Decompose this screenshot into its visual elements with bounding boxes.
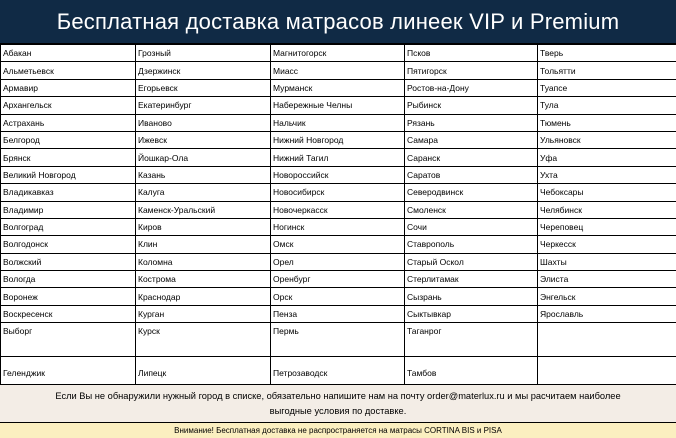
city-cell: Вологда [1,271,136,288]
table-row [1,79,676,96]
city-cell: Пенза [271,305,405,322]
table-row [1,45,676,62]
city-cell: Ульяновск [538,131,676,148]
city-cell: Туапсе [538,79,676,96]
table-row [1,323,676,357]
page-title: Бесплатная доставка матрасов линеек VIP и Premium [0,0,676,44]
city-cell: Орск [271,288,405,305]
city-cell: Омск [271,236,405,253]
city-cell: Ставрополь [405,236,538,253]
cities-table [0,44,676,390]
city-cell [538,323,676,357]
city-cell: Курск [136,323,271,357]
city-cell: Череповец [538,218,676,235]
city-cell: Курган [136,305,271,322]
city-cell: Йошкар-Ола [136,149,271,166]
city-cell: Коломна [136,253,271,270]
warning-banner: Внимание! Бесплатная доставка не распространяется на матрасы CORTINA BIS и PISA [0,422,676,438]
footer-note: Если Вы не обнаружили нужный город в списке, обязательно напишите нам на почту order@materlux.ru и мы расчитаем наиболее выгодные условия по доставке. [0,384,676,422]
city-cell: Воронеж [1,288,136,305]
city-cell: Стерлитамак [405,271,538,288]
city-cell: Грозный [136,45,271,62]
city-cell: Орел [271,253,405,270]
city-cell: Белгород [1,131,136,148]
table-row [1,97,676,114]
city-cell: Ростов-на-Дону [405,79,538,96]
city-cell: Тюмень [538,114,676,131]
city-cell: Геленджик [1,357,136,390]
city-cell: Владикавказ [1,184,136,201]
city-cell: Кострома [136,271,271,288]
city-cell: Владимир [1,201,136,218]
city-cell: Саранск [405,149,538,166]
city-cell: Нальчик [271,114,405,131]
table-row [1,201,676,218]
city-cell: Ижевск [136,131,271,148]
city-cell: Псков [405,45,538,62]
city-cell: Волжский [1,253,136,270]
table-row [1,288,676,305]
city-cell: Нижний Новгород [271,131,405,148]
city-cell: Великий Новгород [1,166,136,183]
city-cell: Северодвинск [405,184,538,201]
city-cell: Казань [136,166,271,183]
city-cell: Абакан [1,45,136,62]
city-cell: Петрозаводск [271,357,405,390]
city-cell: Рыбинск [405,97,538,114]
city-cell: Астрахань [1,114,136,131]
city-cell: Киров [136,218,271,235]
city-cell: Челябинск [538,201,676,218]
city-cell: Ухта [538,166,676,183]
city-cell: Тула [538,97,676,114]
city-cell: Армавир [1,79,136,96]
city-cell: Брянск [1,149,136,166]
city-cell: Рязань [405,114,538,131]
city-cell: Тольятти [538,62,676,79]
city-cell: Новороссийск [271,166,405,183]
city-cell: Мурманск [271,79,405,96]
city-cell: Выборг [1,323,136,357]
city-cell: Краснодар [136,288,271,305]
city-cell: Волгодонск [1,236,136,253]
city-cell: Набережные Челны [271,97,405,114]
city-cell: Пермь [271,323,405,357]
city-cell: Оренбург [271,271,405,288]
table-row [1,236,676,253]
city-cell: Новосибирск [271,184,405,201]
table-row [1,253,676,270]
table-row [1,218,676,235]
city-cell: Новочеркасск [271,201,405,218]
city-cell: Ярославль [538,305,676,322]
city-cell: Ногинск [271,218,405,235]
table-row [1,166,676,183]
city-cell: Чебоксары [538,184,676,201]
city-cell: Екатеринбург [136,97,271,114]
city-cell: Энгельск [538,288,676,305]
city-cell: Уфа [538,149,676,166]
city-cell: Нижний Тагил [271,149,405,166]
city-cell: Альметьевск [1,62,136,79]
city-cell: Воскресенск [1,305,136,322]
city-cell: Старый Оскол [405,253,538,270]
city-cell: Каменск-Уральский [136,201,271,218]
table-row [1,131,676,148]
city-cell: Магнитогорск [271,45,405,62]
city-cell: Элиста [538,271,676,288]
city-cell: Клин [136,236,271,253]
city-cell: Дзержинск [136,62,271,79]
table-row [1,184,676,201]
table-row [1,62,676,79]
city-cell: Саратов [405,166,538,183]
table-row [1,149,676,166]
city-cell: Шахты [538,253,676,270]
city-cell: Калуга [136,184,271,201]
city-cell: Самара [405,131,538,148]
city-cell: Сыктывкар [405,305,538,322]
table-row [1,305,676,322]
city-cell: Черкесск [538,236,676,253]
city-cell: Сочи [405,218,538,235]
city-cell: Тамбов [405,357,538,390]
city-cell: Сызрань [405,288,538,305]
city-cell: Пятигорск [405,62,538,79]
city-cell: Таганрог [405,323,538,357]
city-cell: Липецк [136,357,271,390]
city-cell: Иваново [136,114,271,131]
city-cell: Архангельск [1,97,136,114]
city-cell: Смоленск [405,201,538,218]
city-cell: Волгоград [1,218,136,235]
table-row [1,114,676,131]
city-cell: Тверь [538,45,676,62]
table-row [1,271,676,288]
city-cell: Миасс [271,62,405,79]
city-cell: Егорьевск [136,79,271,96]
